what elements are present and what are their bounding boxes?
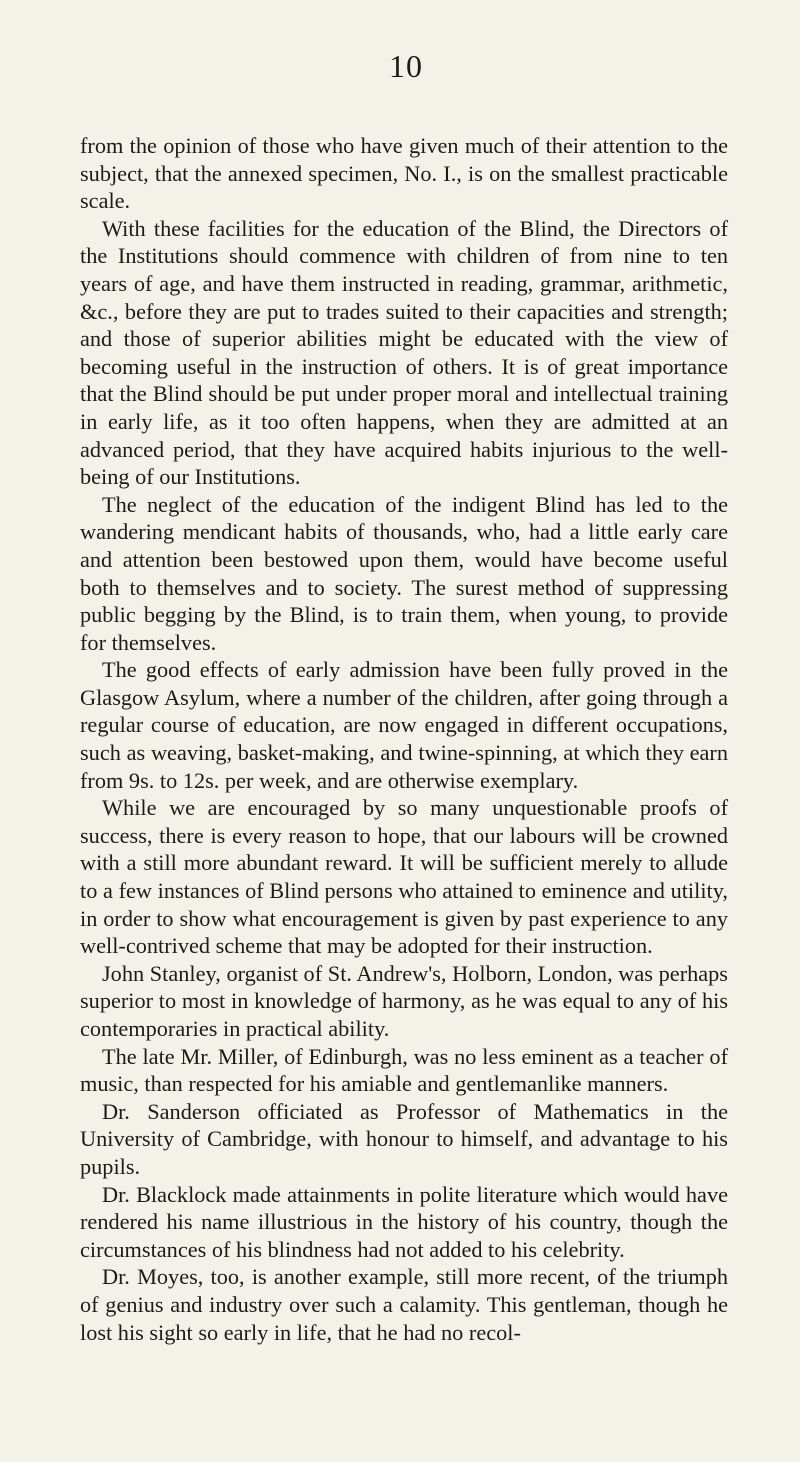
paragraph-dr-moyes: Dr. Moyes, too, is another example, still more recent, of the triumph of genius and industry over such a calamity. This gentleman, though he lost his sight so early in life, that he had no recol-: [80, 1264, 728, 1345]
body-text: [80, 132, 728, 1346]
paragraph-glasgow-asylum: The good effects of early admission have been fully proved in the Glasgow Asylum, where a number of the children, after going through a regular course of education, are now engaged in different occupations, such as weaving, basket-making, and twine-spinning, at which they earn from 9s. to 12s. per week, and are otherwise exemplary.: [80, 657, 728, 793]
paragraph-encouragement: While we are encouraged by so many unquestionable proofs of success, there is every reason to hope, that our labours will be crowned with a still more abundant reward. It will be sufficient merely to allude to a few instances of Blind persons who attained to eminence and utility, in order to show what encouragement is given by past experience to any well-contrived scheme that may be adopted for their instruction.: [80, 795, 728, 959]
paragraph-dr-sanderson: Dr. Sanderson officiated as Professor of Mathematics in the University of Cambridge, with honour to himself, and advantage to his pupils.: [80, 1098, 728, 1179]
paragraph-mr-miller: The late Mr. Miller, of Edinburgh, was no less eminent as a teacher of music, than respected for his amiable and gentlemanlike manners.: [80, 1043, 728, 1097]
paragraph-john-stanley: John Stanley, organist of St. Andrew's, Holborn, London, was perhaps superior to most in knowledge of harmony, as he was equal to any of his contemporaries in practical ability.: [80, 960, 728, 1041]
paragraph-dr-blacklock: Dr. Blacklock made attainments in polite literature which would have rendered his name illustrious in the history of his country, though the circumstances of his blindness had not added to his celebrity.: [80, 1181, 728, 1262]
paragraph-continuation: from the opinion of those who have given much of their attention to the subject, that the annexed specimen, No. I., is on the smallest practicable scale.: [80, 133, 728, 214]
paragraph-blind-education-facilities: With these facilities for the education of the Blind, the Directors of the Institutions should commence with children of from nine to ten years of age, and have them instructed in reading, grammar, arithmetic, &c., before they are put to trades suited to their capacities and strength; and those of superior abilities might be educated with the view of becoming useful in the instruction of others. It is of great importance that the Blind should be put under proper moral and intellectual training in early life, as it too often happens, when they are admitted at an advanced period, that they have acquired habits injurious to the well-being of our Institutions.: [80, 215, 728, 490]
paragraph-neglect-of-education: The neglect of the education of the indigent Blind has led to the wandering mendicant habits of thousands, who, had a little early care and attention been bestowed upon them, would have become useful both to themselves and to society. The surest method of suppressing public begging by the Blind, is to train them, when young, to provide for themselves.: [80, 491, 728, 655]
page-number: 10: [389, 48, 423, 84]
